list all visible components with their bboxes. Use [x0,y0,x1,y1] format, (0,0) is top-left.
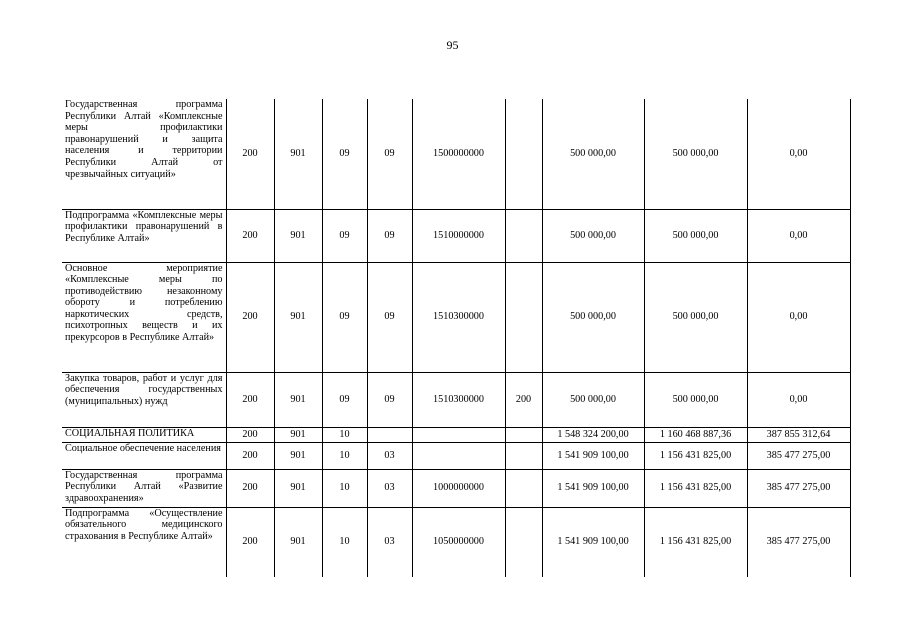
table-row [62,372,850,427]
cell-amount-2: 1 156 431 825,00 [644,507,747,577]
cell-section: 09 [322,99,367,209]
table-row [62,427,850,442]
cell-admin-code: 200 [226,209,274,262]
cell-admin-code: 200 [226,372,274,427]
cell-subsection: 09 [367,209,412,262]
cell-target-article: 1510300000 [412,372,505,427]
budget-table [62,99,851,577]
cell-ministry-code: 901 [274,427,322,442]
cell-expense-type [505,469,542,507]
cell-ministry-code: 901 [274,372,322,427]
cell-target-article: 1510300000 [412,262,505,372]
row-name: Социальное обеспечение населения [62,442,226,469]
cell-expense-type [505,209,542,262]
cell-target-article: 1500000000 [412,99,505,209]
table-row [62,262,850,372]
cell-amount-2: 1 156 431 825,00 [644,469,747,507]
cell-section: 09 [322,209,367,262]
cell-section: 10 [322,442,367,469]
cell-section: 10 [322,427,367,442]
cell-admin-code: 200 [226,469,274,507]
cell-subsection: 03 [367,442,412,469]
cell-ministry-code: 901 [274,507,322,577]
cell-expense-type: 200 [505,372,542,427]
cell-amount-1: 1 541 909 100,00 [542,442,644,469]
cell-expense-type [505,427,542,442]
cell-ministry-code: 901 [274,209,322,262]
cell-expense-type [505,507,542,577]
cell-amount-1: 1 548 324 200,00 [542,427,644,442]
cell-amount-3: 0,00 [747,99,850,209]
cell-admin-code: 200 [226,427,274,442]
cell-amount-2: 500 000,00 [644,209,747,262]
table-row [62,99,850,209]
cell-subsection: 09 [367,262,412,372]
cell-admin-code: 200 [226,507,274,577]
cell-amount-1: 500 000,00 [542,372,644,427]
cell-subsection: 03 [367,507,412,577]
cell-amount-3: 0,00 [747,262,850,372]
cell-section: 09 [322,372,367,427]
cell-admin-code: 200 [226,442,274,469]
cell-subsection [367,427,412,442]
cell-amount-3: 385 477 275,00 [747,442,850,469]
cell-target-article: 1510000000 [412,209,505,262]
cell-amount-1: 1 541 909 100,00 [542,469,644,507]
cell-amount-3: 385 477 275,00 [747,507,850,577]
cell-section: 10 [322,507,367,577]
cell-ministry-code: 901 [274,469,322,507]
cell-amount-3: 387 855 312,64 [747,427,850,442]
table-row [62,209,850,262]
cell-amount-1: 500 000,00 [542,209,644,262]
cell-expense-type [505,442,542,469]
cell-expense-type [505,99,542,209]
cell-subsection: 09 [367,99,412,209]
row-name: Основное мероприятие «Комплексные меры по противодействию незаконному обороту и потреблению наркотических средств, психотропных веществ и их прекурсоров в Республике Алтай» [62,262,226,372]
cell-amount-1: 500 000,00 [542,262,644,372]
cell-subsection: 03 [367,469,412,507]
cell-target-article [412,427,505,442]
cell-amount-1: 1 541 909 100,00 [542,507,644,577]
cell-amount-1: 500 000,00 [542,99,644,209]
cell-amount-3: 0,00 [747,209,850,262]
cell-section: 10 [322,469,367,507]
row-name: Государственная программа Республики Алтай «Комплексные меры профилактики правонарушений и защита населения и территории Республики Алтай от чрезвычайных ситуаций» [62,99,226,209]
cell-amount-2: 500 000,00 [644,99,747,209]
cell-ministry-code: 901 [274,442,322,469]
cell-amount-2: 1 156 431 825,00 [644,442,747,469]
cell-ministry-code: 901 [274,99,322,209]
row-name: Подпрограмма «Комплексные меры профилактики правонарушений в Республике Алтай» [62,209,226,262]
cell-section: 09 [322,262,367,372]
cell-target-article [412,442,505,469]
cell-admin-code: 200 [226,262,274,372]
table-row [62,442,850,469]
cell-amount-3: 385 477 275,00 [747,469,850,507]
cell-expense-type [505,262,542,372]
cell-amount-2: 1 160 468 887,36 [644,427,747,442]
table-row [62,469,850,507]
cell-target-article: 1050000000 [412,507,505,577]
table-row [62,507,850,577]
row-name: Подпрограмма «Осуществление обязательного медицинского страхования в Республике Алтай» [62,507,226,577]
cell-subsection: 09 [367,372,412,427]
cell-target-article: 1000000000 [412,469,505,507]
row-name: СОЦИАЛЬНАЯ ПОЛИТИКА [62,427,226,442]
row-name: Закупка товаров, работ и услуг для обеспечения государственных (муниципальных) нужд [62,372,226,427]
page-number: 95 [446,38,459,52]
cell-ministry-code: 901 [274,262,322,372]
cell-amount-3: 0,00 [747,372,850,427]
cell-amount-2: 500 000,00 [644,372,747,427]
row-name: Государственная программа Республики Алтай «Развитие здравоохранения» [62,469,226,507]
cell-admin-code: 200 [226,99,274,209]
cell-amount-2: 500 000,00 [644,262,747,372]
